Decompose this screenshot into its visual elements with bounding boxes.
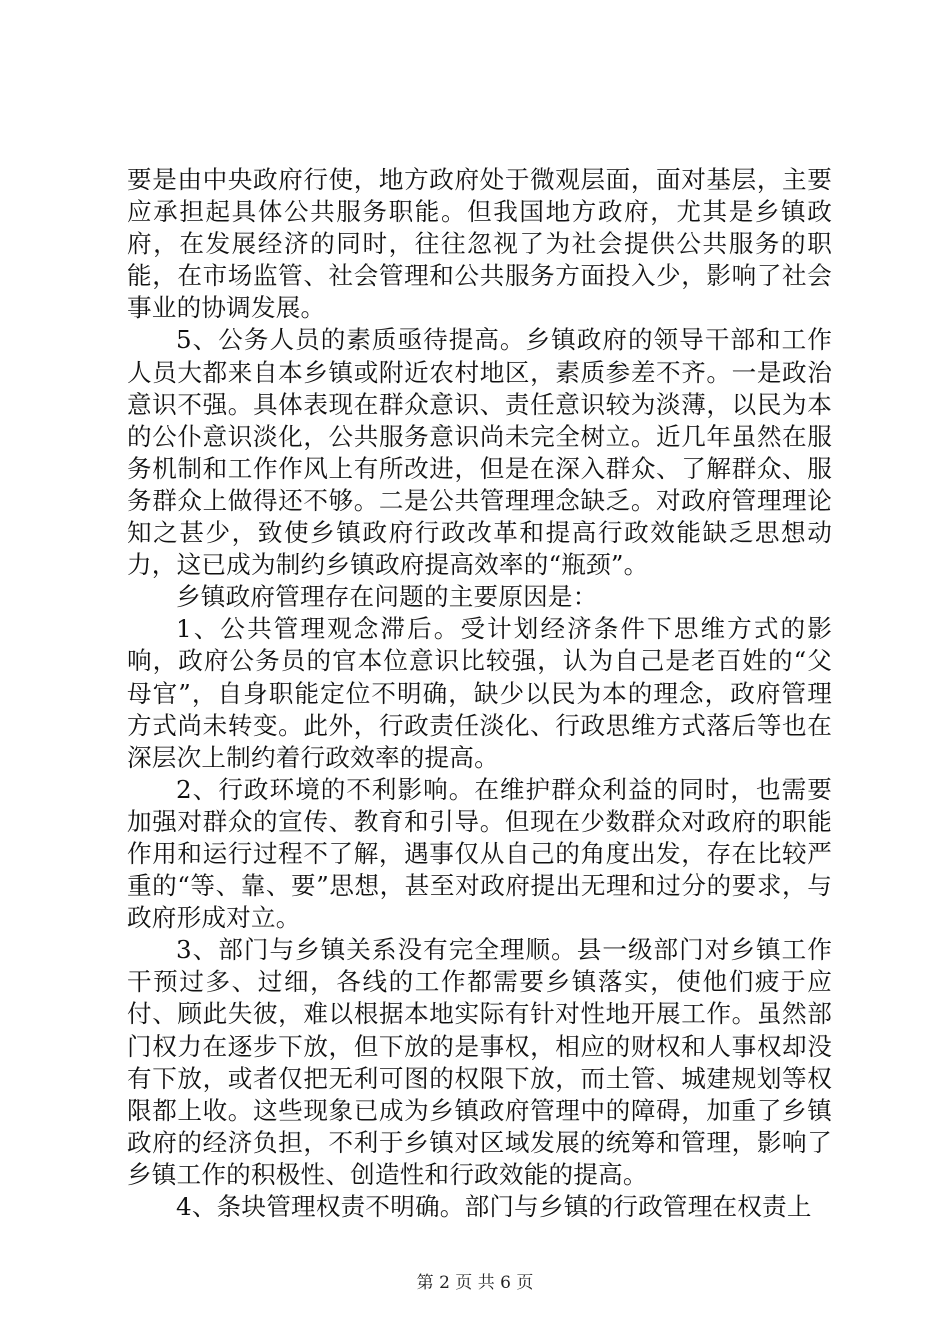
paragraph-continuation: 要是由中央政府行使，地方政府处于微观层面，面对基层，主要应承担起具体公共服务职能。但我国地方政府，尤其是乡镇政府，在发展经济的同时，往往忽视了为社会提供公共服务的职能，在市场监管、社会管理和公共服务方面投入少，影响了社会事业的协调发展。: [127, 165, 832, 323]
paragraph-main-causes-heading: 乡镇政府管理存在问题的主要原因是：: [176, 582, 598, 612]
paragraph-staff-quality: 5、公务人员的素质亟待提高。乡镇政府的领导干部和工作人员大都来自本乡镇或附近农村地区，素质参差不齐。一是政治意识不强。具体表现在群众意识、责任意识较为淡薄，以民为本的公仆意识淡化，公共服务意识尚未完全树立。近几年虽然在服务机制和工作作风上有所改进，但是在深入群众、了解群众、服务群众上做得还不够。二是公共管理理念缺乏。对政府管理理论知之甚少，致使乡镇政府行政改革和提高行政效能缺乏思想动力，这已成为制约乡镇政府提高效率的“瓶颈”。: [127, 325, 832, 580]
paragraph-department-relations: 3、部门与乡镇关系没有完全理顺。县一级部门对乡镇工作干预过多、过细，各线的工作都需要乡镇落实，使他们疲于应付、顾此失彼，难以根据本地实际有针对性地开展工作。虽然部门权力在逐步下放，但下放的是事权，相应的财权和人事权却没有下放，或者仅把无利可图的权限下放，而土管、城建规划等权限都上收。这些现象已成为乡镇政府管理中的障碍，加重了乡镇政府的经济负担，不利于乡镇对区域发展的统筹和管理，影响了乡镇工作的积极性、创造性和行政效能的提高。: [127, 935, 832, 1189]
paragraph-administrative-environment: 2、行政环境的不利影响。在维护群众利益的同时，也需要加强对群众的宣传、教育和引导。但现在少数群众对政府的职能作用和运行过程不了解，遇事仅从自己的角度出发，存在比较严重的“等、靠、要”思想，甚至对政府提出无理和过分的要求，与政府形成对立。: [127, 774, 832, 933]
document-body: [127, 164, 832, 1223]
paragraph-responsibility-unclear: 4、条块管理权责不明确。部门与乡镇的行政管理在权责上: [176, 1192, 812, 1221]
paragraph-management-concept: 1、公共管理观念滞后。受计划经济条件下思维方式的影响，政府公务员的官本位意识比较强，认为自己是老百姓的“父母官”，自身职能定位不明确，缺少以民为本的理念，政府管理方式尚未转变。此外，行政责任淡化、行政思维方式落后等也在深层次上制约着行政效率的提高。: [127, 614, 832, 772]
page-number-footer: 第 2 页 共 6 页: [416, 1273, 534, 1293]
